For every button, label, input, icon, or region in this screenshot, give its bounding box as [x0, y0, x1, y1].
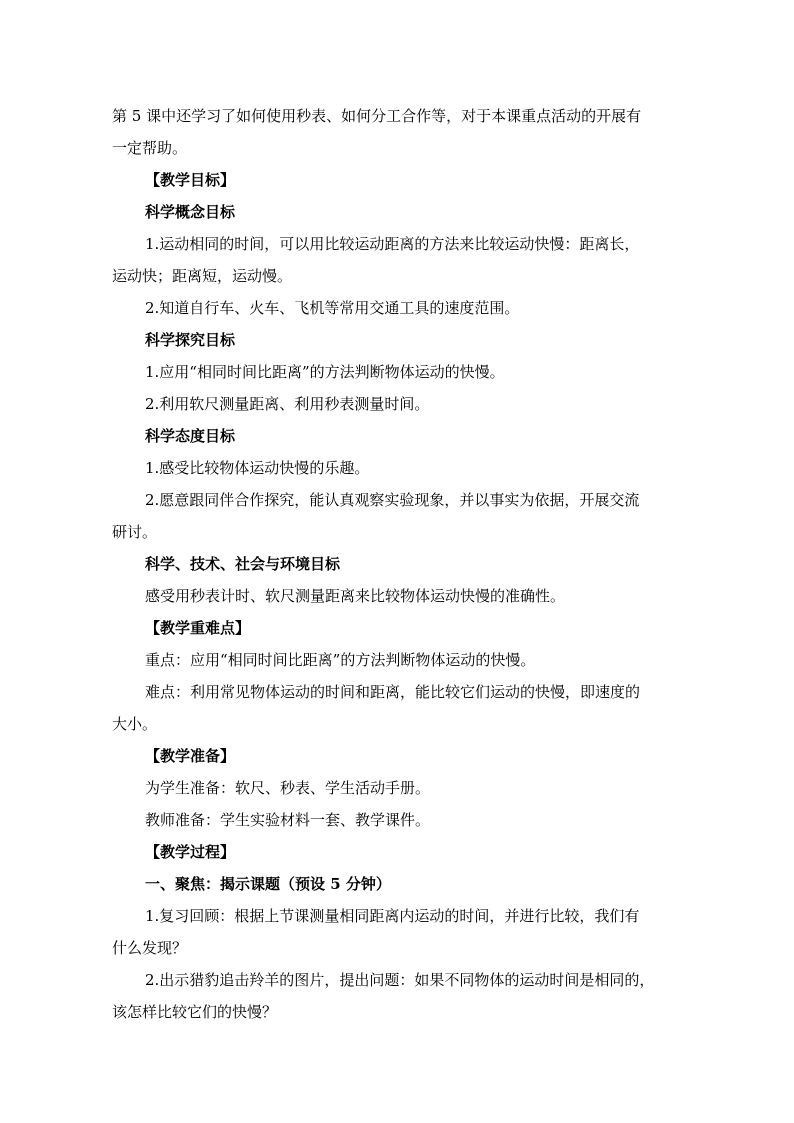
paragraph-line: 2.愿意跟同伴合作探究，能认真观察实验现象，并以事实为依据，开展交流 — [145, 491, 640, 509]
paragraph-line: 什么发现？ — [112, 939, 188, 957]
paragraph-line: 运动快；距离短，运动慢。 — [112, 267, 293, 285]
subsection-heading: 科学探究目标 — [145, 331, 236, 349]
paragraph-line: 第 5 课中还学习了如何使用秒表、如何分工合作等，对于本课重点活动的开展有 — [112, 107, 642, 125]
paragraph-line: 教师准备：学生实验材料一套、教学课件。 — [145, 811, 431, 829]
paragraph-line: 1.感受比较物体运动快慢的乐趣。 — [145, 459, 370, 477]
paragraph-line: 2.知道自行车、火车、飞机等常用交通工具的速度范围。 — [145, 299, 520, 317]
paragraph-line: 该怎样比较它们的快慢？ — [112, 1003, 278, 1021]
paragraph-line: 2.利用软尺测量距离、利用秒表测量时间。 — [145, 395, 430, 413]
paragraph-line: 感受用秒表计时、软尺测量距离来比较物体运动快慢的准确性。 — [145, 587, 566, 605]
subsection-heading: 科学态度目标 — [145, 427, 236, 445]
paragraph-line: 2.出示猎豹追击羚羊的图片，提出问题：如果不同物体的运动时间是相同的， — [145, 971, 655, 989]
paragraph-line: 1.运动相同的时间，可以用比较运动距离的方法来比较运动快慢：距离长， — [145, 235, 640, 253]
paragraph-line: 大小。 — [112, 715, 158, 733]
section-heading: 【教学目标】 — [145, 171, 236, 189]
paragraph-line: 为学生准备：软尺、秒表、学生活动手册。 — [145, 779, 431, 797]
paragraph-line: 1.应用“相同时间比距离”的方法判断物体运动的快慢。 — [145, 363, 505, 381]
section-heading: 【教学过程】 — [145, 843, 236, 861]
section-heading: 【教学准备】 — [145, 747, 236, 765]
section-heading: 【教学重难点】 — [145, 619, 251, 637]
paragraph-line: 1.复习回顾：根据上节课测量相同距离内运动的时间，并进行比较，我们有 — [145, 907, 640, 925]
subsection-heading: 一、聚焦：揭示课题（预设 5 分钟） — [145, 875, 391, 893]
paragraph-line: 重点：应用“相同时间比距离”的方法判断物体运动的快慢。 — [145, 651, 536, 669]
subsection-heading: 科学、技术、社会与环境目标 — [145, 555, 341, 573]
paragraph-line: 一定帮助。 — [112, 139, 188, 157]
subsection-heading: 科学概念目标 — [145, 203, 236, 221]
paragraph-line: 难点：利用常见物体运动的时间和距离，能比较它们运动的快慢，即速度的 — [145, 683, 641, 701]
paragraph-line: 研讨。 — [112, 523, 158, 541]
